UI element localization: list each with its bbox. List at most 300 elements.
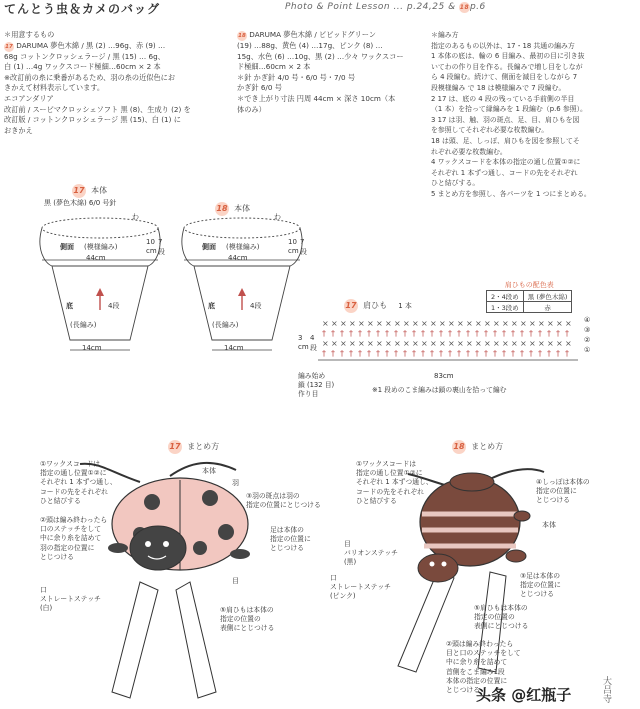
strap-stitch: × — [493, 339, 500, 348]
assembly18-eye-note — [344, 540, 398, 568]
strap-stitch: † — [376, 329, 380, 338]
note-line: コードの先をそれぞれ — [40, 487, 108, 496]
note-line: 首側をこま編み1段 — [446, 667, 505, 676]
strap-stitch: × — [385, 319, 392, 328]
strap-stitch: × — [331, 339, 338, 348]
strap-stitch: † — [538, 329, 542, 338]
color-table-title: 肩ひもの配色表 — [504, 281, 554, 289]
note-line: 口 — [40, 586, 47, 594]
body18-arrow-head — [238, 288, 246, 296]
turtle-eye — [430, 562, 435, 567]
strap-stitch: † — [331, 329, 335, 338]
note-line: とじつける — [446, 686, 480, 695]
strap-stitch: † — [367, 329, 371, 338]
assembly17-wing-label: 羽 — [232, 479, 239, 487]
materials-line: 白 (1) …4g ワックスコード極細…60cm × 2 本 — [4, 62, 161, 72]
ladybug-head — [130, 526, 186, 570]
assembly18-cord-note — [356, 460, 433, 506]
note-line: 足は本体の — [270, 526, 304, 534]
strap-count: 1 本 — [398, 302, 412, 310]
strap-start-line: 作り目 — [298, 390, 319, 399]
strap-stitch: † — [484, 349, 488, 358]
strap-heading — [344, 293, 412, 313]
strap-stitch: × — [367, 339, 374, 348]
note-line: ①ワックスコードは — [40, 460, 101, 468]
color-table-cell: 赤 — [523, 302, 572, 313]
strap-stitch: × — [430, 339, 437, 348]
strap-stitch: × — [466, 339, 473, 348]
strap-length: 83cm — [434, 372, 454, 380]
strap-dan: 段 — [310, 344, 317, 352]
ladybug-spot — [218, 524, 234, 540]
item-badge-18: 18 — [238, 33, 246, 39]
assembly18-mouth-note — [330, 574, 391, 602]
turtle-tail — [514, 511, 530, 521]
assembly18-title: まとめ方 — [471, 442, 504, 451]
strap-stitch: × — [421, 319, 428, 328]
method-line: を参照してそれぞれ必要な枚数編む。 — [431, 126, 549, 135]
note-line: ひと結びする — [40, 496, 81, 505]
strap-stitch: × — [547, 339, 554, 348]
color-table-row — [487, 291, 572, 302]
strap-stitch: × — [475, 319, 482, 328]
assembly17-foot-note — [270, 526, 311, 554]
strap-stitch: × — [430, 319, 437, 328]
ladybug-foot — [108, 543, 128, 553]
strap-height: 3 — [298, 334, 303, 342]
materials-line: 体のみ） — [237, 104, 266, 114]
note-line: ⑤肩ひもは本体の — [220, 606, 274, 614]
strap-start-note — [298, 372, 334, 400]
note-line: 中に余り糸を詰めて — [446, 658, 508, 667]
method-line: ひと結びする。 — [431, 179, 480, 188]
color-table-cell: 2・4段め — [487, 291, 524, 302]
strap-title: 肩ひも — [363, 301, 388, 310]
strap-stitch: × — [511, 339, 518, 348]
materials-line: 68g コットンクロッシェラージ / 黒 (15) … 6g、 — [4, 51, 165, 61]
strap-stitch: † — [520, 349, 524, 358]
strap-stitch: × — [394, 339, 401, 348]
body18-unit: cm — [288, 247, 299, 255]
strap-stitch: † — [448, 329, 452, 338]
assembly17-cord-note — [40, 460, 117, 506]
note-line: それぞれ 1 本ずつ通し、 — [40, 478, 117, 487]
note-line: 指定の位置の — [474, 613, 515, 622]
strap-stitch: × — [376, 339, 383, 348]
note-line: ②頭は編み終わったら — [40, 516, 108, 524]
body17-bottom: 底 — [66, 302, 73, 310]
watermark-stamp: 大吕寺 — [601, 676, 611, 703]
strap-stitch: † — [421, 349, 425, 358]
note-line: 指定の通し位置①②に — [40, 469, 107, 478]
materials-line: おきかえ — [4, 125, 33, 135]
assembly17-eye-label: 目 — [232, 577, 239, 585]
method-line: 3 17 は羽、触、羽の斑点、足、目、肩ひもを図 — [431, 115, 580, 124]
strap-stitch: † — [547, 349, 551, 358]
body17-depth-b: 7 — [158, 238, 163, 246]
strap-stitch: × — [439, 339, 446, 348]
strap-stitch: † — [556, 329, 560, 338]
strap-row-marker: ② — [584, 336, 591, 344]
strap-stitch: † — [403, 329, 407, 338]
strap-stitch: † — [421, 329, 425, 338]
note-line: ストレートステッチ — [330, 583, 391, 592]
ladybug-foot — [230, 549, 250, 559]
body17-unit: cm — [146, 247, 157, 255]
body17-pattern: (模様編み) — [84, 243, 118, 251]
note-line: 指定の位置に — [270, 535, 311, 544]
assembly18-foot-note — [520, 572, 561, 600]
assembly17-mouth-note — [40, 586, 101, 614]
strap-stitch: † — [322, 349, 326, 358]
strap-stitch: † — [367, 349, 371, 358]
materials-line: (19) …88g、黄色 (4) …17g、ピンク (8) … — [237, 41, 383, 50]
body17-bottom-pattern: (長編み) — [70, 321, 97, 329]
note-line: 指定の位置に — [536, 487, 577, 496]
method-line: ら 4 段編む。続けて、側面を減目をしながら 7 — [431, 73, 578, 82]
strap-stitch: × — [565, 339, 572, 348]
strap-stitch: † — [565, 349, 569, 358]
body18-depth-a: 10 — [288, 238, 297, 246]
strap-start-line: 鎖 (132 目) — [298, 381, 335, 390]
assembly18-body-label: 本体 — [542, 521, 556, 529]
strap-stitch: × — [556, 339, 563, 348]
strap-stitch: × — [538, 319, 545, 328]
strap-stitch: † — [466, 349, 470, 358]
strap-stitch: † — [547, 329, 551, 338]
body17-arrow-head — [96, 288, 104, 296]
materials-line: 改訂前 / スービマクロッシェソフト 黒 (8)、生成り (2) を — [4, 104, 191, 114]
note-line: ③羽の斑点は羽の — [246, 492, 300, 500]
strap-stitch: † — [538, 349, 542, 358]
strap-stitch: † — [529, 349, 533, 358]
note-line: 羽の指定の位置に — [40, 543, 95, 552]
strap-stitch: † — [331, 349, 335, 358]
strap-stitch: † — [358, 329, 362, 338]
body17-rows: 段 — [158, 248, 165, 256]
strap-stitch: † — [439, 329, 443, 338]
strap-stitch: † — [430, 329, 434, 338]
materials-line: DARUMA 夢色木綿 / 黒 (2) …96g、赤 (9) … — [16, 40, 166, 50]
strap-stitch: × — [511, 319, 518, 328]
color-table-cell: 黒 (夢色木綿) — [523, 291, 572, 302]
assembly18-strap-note — [474, 604, 528, 632]
item-badge-17: 17 — [5, 43, 13, 50]
strap-stitch: † — [475, 329, 479, 338]
note-line: ②頭は編み終わったら — [446, 640, 514, 648]
materials-line: ド極細…60cm × 2 本 — [237, 62, 311, 72]
note-line: ④しっぽは本体の — [536, 478, 590, 486]
strap-stitch: × — [484, 319, 491, 328]
method-line: 2 17 は、底の 4 段の残っている手前側の半目 — [431, 94, 575, 103]
body18-side: 側面 — [202, 243, 216, 251]
strap-badge: 17 — [344, 299, 358, 313]
ladybug-spot — [144, 494, 160, 510]
strap-stitch: † — [412, 349, 416, 358]
method-line: 4 ワックスコードを本体の指定の通し位置①②に — [431, 158, 581, 167]
strap-stitch: × — [538, 339, 545, 348]
color-table-cell: 1・3段め — [487, 302, 524, 313]
strap-stitch: × — [448, 339, 455, 348]
body18-rows: 段 — [300, 248, 307, 256]
strap-stitch: × — [340, 319, 347, 328]
strap-stitch: † — [394, 329, 398, 338]
strap-stitch: † — [556, 349, 560, 358]
turtle-head — [418, 554, 458, 582]
ladybug-eye — [163, 541, 169, 547]
strap-stitch: × — [358, 319, 365, 328]
note-line: (白) — [40, 604, 53, 613]
body18-depth-b: 7 — [300, 238, 305, 246]
strap-stitch: × — [475, 339, 482, 348]
method-line: れぞれ必要な枚数編む。 — [431, 147, 507, 156]
strap-stitch: × — [520, 319, 527, 328]
body18-bottom-width: 14cm — [224, 344, 244, 352]
method-line: （1 本）を拾って縁編みを 1 段編む（p.6 参照）。 — [431, 105, 587, 114]
strap-stitch: × — [502, 319, 509, 328]
body18-rows-bottom: 4段 — [250, 302, 262, 310]
strap-stitch: × — [385, 339, 392, 348]
body18-bottom-pattern: (長編み) — [212, 321, 239, 329]
strap-stitch: † — [511, 349, 515, 358]
method-heading: ＊編み方 — [431, 31, 459, 39]
materials-line: 15g、水色 (6) …10g、黒 (2) …少々 ワックスコー — [237, 51, 404, 61]
turtle-top — [450, 473, 494, 491]
strap-stitch: † — [457, 329, 461, 338]
strap-stitch: × — [520, 339, 527, 348]
body17-depth-a: 10 — [146, 238, 155, 246]
strap-stitch: † — [412, 329, 416, 338]
note-line: それぞれ 1 本ずつ通し、 — [356, 478, 433, 487]
note-line: コードの先をそれぞれ — [356, 487, 424, 496]
strap-stitch: † — [385, 329, 389, 338]
materials-line: DARUMA 夢色木綿 / ビビッドグリーン — [249, 30, 376, 39]
note-line: とじつける — [520, 590, 554, 599]
strap-stitch: † — [376, 349, 380, 358]
method-line: 18 は頭、足、しっぽ、肩ひもを図を参照してそ — [431, 136, 580, 145]
ladybug-strap-right — [176, 582, 216, 698]
body18-width: 44cm — [228, 254, 248, 262]
assembly18-tail-note — [536, 478, 590, 506]
body17-rim — [42, 218, 158, 238]
ladybug-strap-left — [112, 582, 158, 698]
body18-title: 本体 — [234, 204, 251, 213]
note-line: バリオンステッチ — [344, 549, 398, 558]
ladybug-eye — [145, 541, 151, 547]
materials-heading: ＊用意するもの — [4, 30, 55, 39]
strap-stitch: × — [466, 319, 473, 328]
body18-pattern: (模様編み) — [226, 243, 260, 251]
turtle-eye — [442, 562, 447, 567]
method-line: 段模様編み で 18 は模様編みで 7 段編む。 — [431, 83, 566, 92]
body17-wa: わ — [132, 213, 139, 221]
note-line: 口のステッチをして — [40, 525, 102, 534]
strap-note: ※1 段めのこま編みは鎖の裏山を拾って編む — [372, 386, 507, 394]
strap-stitch: × — [412, 319, 419, 328]
strap-stitch: × — [529, 339, 536, 348]
turtle-foot — [506, 550, 526, 562]
assembly18-badge: 18 — [452, 440, 466, 454]
strap-stitch: † — [475, 349, 479, 358]
note-line: 指定の通し位置①②に — [356, 469, 423, 478]
strap-stitch: × — [529, 319, 536, 328]
strap-stitch: † — [403, 349, 407, 358]
strap-stitch: † — [349, 349, 353, 358]
materials-line: きかえて材料表示しています。 — [4, 83, 105, 93]
note-line: 目 — [344, 540, 351, 548]
lesson-page: p.6 — [469, 2, 486, 12]
ladybug-spot — [193, 541, 207, 555]
strap-stitch: † — [358, 349, 362, 358]
strap-stitch: × — [358, 339, 365, 348]
body17-bottom-width: 14cm — [82, 344, 102, 352]
assembly17-head-note — [40, 516, 107, 562]
method-line: それぞれ 1 本ずつ通し、コードの先をそれぞれ — [431, 168, 578, 177]
body17-heading — [72, 178, 107, 198]
color-table-row — [487, 302, 572, 313]
strap-stitch-rows — [322, 319, 572, 358]
body17-badge: 17 — [72, 184, 86, 198]
note-line: 本体の指定の位置に — [446, 676, 508, 685]
materials-column-1 — [4, 30, 232, 136]
note-line: (ピンク) — [330, 592, 356, 601]
assembly18-heading — [452, 434, 503, 454]
strap-stitch: × — [457, 339, 464, 348]
strap-stitch: † — [439, 349, 443, 358]
strap-stitch: † — [520, 329, 524, 338]
note-line: とじつける — [270, 544, 304, 553]
strap-stitch: × — [457, 319, 464, 328]
assembly17-spots-note — [246, 492, 321, 510]
strap-stitch: † — [394, 349, 398, 358]
strap-start-line: 編み始め — [298, 372, 326, 380]
materials-line: ＊針 かぎ針 4/0 号・6/0 号・7/0 号 — [237, 72, 356, 82]
strap-stitch: † — [340, 329, 344, 338]
strap-stitch: † — [529, 329, 533, 338]
body17-yarn: 黒 (夢色木綿) 6/0 号針 — [44, 199, 117, 207]
note-line: 目と口のステッチをして — [446, 649, 521, 658]
strap-chart — [316, 316, 591, 366]
note-line: ひと結びする — [356, 496, 397, 505]
strap-unit: cm — [298, 343, 309, 351]
materials-line: 改訂版 / コットンクロッシェラージ 黒 (15)、白 (1) に — [4, 115, 181, 125]
note-line: ⑤肩ひもは本体の — [474, 604, 528, 612]
strap-stitch: † — [430, 349, 434, 358]
strap-row-marker: ④ — [584, 316, 591, 324]
strap-stitch: × — [547, 319, 554, 328]
strap-stitch: × — [502, 339, 509, 348]
strap-stitch: † — [385, 349, 389, 358]
note-line: 表側にとじつける — [220, 624, 275, 633]
strap-stitch: × — [403, 319, 410, 328]
strap-stitch: × — [439, 319, 446, 328]
strap-stitch: × — [421, 339, 428, 348]
note-line: 表側にとじつける — [474, 622, 529, 631]
method-column — [431, 30, 637, 200]
materials-line: エコアンダリア — [4, 93, 54, 103]
materials-line: ※改訂前の糸に乗番があるため、羽の糸の近似色にお — [4, 72, 176, 82]
note-line: (黒) — [344, 558, 357, 567]
strap-stitch: † — [502, 349, 506, 358]
strap-stitch: † — [484, 329, 488, 338]
body17-side: 側面 — [60, 243, 74, 251]
page-title: てんとう虫＆カメのバッグ — [4, 2, 161, 16]
note-line: 中に余り糸を詰めて — [40, 534, 102, 543]
note-line: 指定の位置の — [220, 615, 261, 624]
lesson-text: Photo & Point Lesson ... p.24,25 & — [285, 2, 459, 12]
assembly17-title: まとめ方 — [187, 442, 220, 451]
note-line: とじつける — [40, 552, 74, 561]
body18-bottom: 底 — [208, 302, 215, 310]
strap-stitch: × — [565, 319, 572, 328]
body18-badge: 18 — [215, 202, 229, 216]
materials-column-2 — [237, 30, 427, 115]
strap-stitch: † — [466, 329, 470, 338]
strap-row-marker: ③ — [584, 326, 591, 334]
assembly17-badge: 17 — [168, 440, 182, 454]
strap-stitch: × — [349, 339, 356, 348]
watermark: 头条 @红瓶子 — [476, 686, 572, 704]
assembly17-heading — [168, 434, 219, 454]
strap-stitch: × — [448, 319, 455, 328]
strap-stitch: × — [556, 319, 563, 328]
lesson-badge: 18 — [459, 4, 470, 11]
body18-wa: わ — [274, 213, 281, 221]
strap-rows: 4 — [310, 334, 315, 342]
note-line: 指定の位置にとじつける — [246, 501, 321, 510]
strap-stitch: × — [394, 319, 401, 328]
strap-stitch: × — [340, 339, 347, 348]
strap-stitch: † — [322, 329, 326, 338]
strap-stitch: × — [349, 319, 356, 328]
strap-stitch: × — [322, 319, 329, 328]
note-line: とじつける — [536, 496, 570, 505]
ladybug-spot — [202, 490, 218, 506]
strap-stitch: × — [403, 339, 410, 348]
strap-stitch: × — [367, 319, 374, 328]
strap-stitch: † — [340, 349, 344, 358]
assembly17-strap-note — [220, 606, 274, 634]
body17-title: 本体 — [91, 186, 108, 195]
strap-stitch: × — [493, 319, 500, 328]
strap-stitch: † — [493, 329, 497, 338]
strap-stitch: × — [331, 319, 338, 328]
method-line: いてわの作り目を作る。長編みで増し目をしなが — [431, 62, 583, 71]
strap-stitch: † — [502, 329, 506, 338]
strap-stitch: × — [412, 339, 419, 348]
strap-stitch: † — [511, 329, 515, 338]
method-line: 指定のあるもの以外は、17・18 共通の編み方 — [431, 41, 575, 50]
strap-stitch: † — [349, 329, 353, 338]
note-line: ③足は本体の — [520, 572, 561, 580]
strap-stitch: † — [565, 329, 569, 338]
strap-row-marker: ① — [584, 346, 591, 354]
lesson-reference — [285, 2, 486, 13]
note-line: 口 — [330, 574, 337, 582]
strap-color-table — [486, 280, 572, 313]
strap-stitch: × — [322, 339, 329, 348]
assembly17-body-label: 本体 — [202, 467, 216, 475]
body18-rim — [184, 218, 300, 238]
strap-stitch: † — [448, 349, 452, 358]
materials-line: ＊でき上がり寸法 円周 44cm × 深さ 10cm（本 — [237, 93, 396, 103]
note-line: ①ワックスコードは — [356, 460, 417, 468]
method-line: 1 本体の底は、輪の 6 目編み、最初の目に引き抜 — [431, 52, 585, 61]
note-line: ストレートステッチ — [40, 595, 101, 604]
strap-stitch: × — [376, 319, 383, 328]
body17-width: 44cm — [86, 254, 106, 262]
strap-stitch: † — [457, 349, 461, 358]
